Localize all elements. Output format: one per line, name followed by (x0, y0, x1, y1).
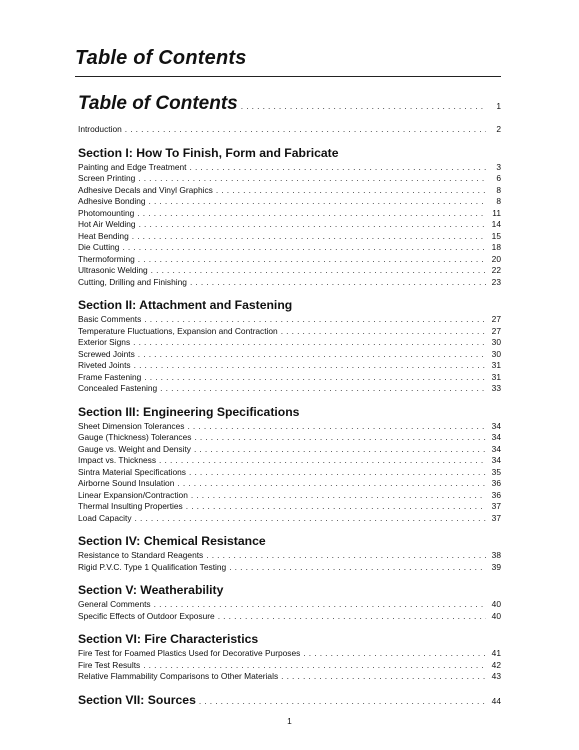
toc-entry-page: 36 (491, 489, 501, 500)
leader-dots (199, 694, 486, 709)
toc-entry[interactable] (78, 372, 501, 384)
section-heading: Section V: Weatherability (78, 583, 224, 597)
toc-entry-label: Basic Comments (78, 314, 142, 324)
toc-entry[interactable] (78, 337, 501, 349)
toc-entry-label: Exterior Signs (78, 337, 131, 347)
leader-dots (194, 432, 486, 444)
toc-entry-label: Die Cutting (78, 242, 120, 252)
toc-entry[interactable] (78, 173, 501, 185)
toc-entry-page: 3 (496, 161, 501, 172)
toc-entry-page: 30 (491, 337, 501, 347)
leader-dots (138, 349, 486, 361)
toc-entry-label: Sheet Dimension Tolerances (78, 420, 185, 431)
leader-dots (125, 124, 486, 136)
toc-entry[interactable] (78, 501, 501, 513)
page-title: Table of Contents (75, 47, 247, 69)
toc-entry[interactable] (78, 254, 501, 266)
leader-dots (281, 671, 486, 683)
toc-entry-label: Frame Fastening (78, 371, 142, 382)
toc-entry-label: Linear Expansion/Contraction (78, 489, 188, 500)
toc-entry-label: Screen Printing (78, 173, 136, 183)
toc-entry-label: Painting and Edge Treatment (78, 161, 187, 172)
toc-entry[interactable] (78, 185, 501, 197)
toc-entry-label: Fire Test Results (78, 659, 141, 670)
toc-entry-page: 23 (491, 276, 501, 287)
leader-dots (303, 648, 486, 660)
section-heading: Section III: Engineering Specifications (78, 404, 300, 419)
toc-entry[interactable] (78, 611, 501, 623)
toc-entry-introduction[interactable] (78, 124, 501, 136)
leader-dots (139, 219, 486, 231)
toc-entry[interactable] (78, 196, 501, 208)
toc-heading-page: 1 (496, 101, 501, 111)
toc-entry-page: 37 (491, 501, 501, 511)
leader-dots (133, 337, 486, 349)
leader-dots (218, 611, 486, 623)
toc-entry[interactable] (78, 219, 501, 231)
leader-dots (151, 265, 486, 277)
toc-entry-page: 36 (491, 478, 501, 488)
toc-entry-page: 35 (491, 466, 501, 477)
leader-dots (149, 196, 486, 208)
leader-dots (143, 660, 486, 672)
section-sources-label: Section VII: Sources (78, 692, 196, 707)
toc-entry-page: 34 (491, 455, 501, 465)
toc-entry-page: 37 (491, 512, 501, 523)
toc-entry[interactable] (78, 562, 501, 574)
toc-entry[interactable] (78, 660, 501, 672)
leader-dots (122, 242, 486, 254)
toc-entry-label: Adhesive Bonding (78, 196, 146, 206)
leader-dots (216, 185, 486, 197)
toc-entry[interactable] (78, 383, 501, 395)
section-heading: Section I: How To Finish, Form and Fabricate (78, 145, 339, 160)
toc-entry-label: Gauge vs. Weight and Density (78, 443, 191, 454)
toc-entry-page: 31 (491, 360, 501, 370)
introduction-label: Introduction (78, 124, 122, 134)
section-sources-page: 44 (491, 695, 501, 706)
toc-entry[interactable] (78, 265, 501, 277)
leader-dots (154, 599, 486, 611)
toc-entry[interactable] (78, 208, 501, 220)
leader-dots (229, 562, 486, 574)
leader-dots (186, 501, 486, 513)
toc-entry-page: 31 (491, 371, 501, 382)
toc-entry[interactable] (78, 314, 501, 326)
toc-entry-label: Adhesive Decals and Vinyl Graphics (78, 184, 213, 195)
toc-entry-page: 38 (491, 550, 501, 560)
leader-dots (189, 162, 486, 174)
toc-entry[interactable] (78, 349, 501, 361)
toc-entry-page: 6 (496, 173, 501, 183)
leader-dots (189, 467, 486, 479)
leader-dots (187, 421, 486, 433)
toc-entry-label: Sintra Material Specifications (78, 466, 186, 477)
toc-entry[interactable] (78, 277, 501, 289)
leader-dots (206, 550, 486, 562)
toc-entry-label: Rigid P.V.C. Type 1 Qualification Testing (78, 561, 227, 572)
toc-entry-page: 33 (491, 383, 501, 393)
leader-dots (138, 254, 486, 266)
toc-entry-label: Thermoforming (78, 253, 135, 264)
leader-dots (144, 372, 486, 384)
toc-entry-label: Thermal Insulting Properties (78, 501, 183, 511)
toc-entry-page: 14 (491, 219, 501, 229)
toc-entry-label: Photomounting (78, 207, 135, 218)
toc-entry[interactable] (78, 444, 501, 456)
toc-entry-page: 39 (491, 561, 501, 572)
toc-entry-label: Specific Effects of Outdoor Exposure (78, 610, 215, 621)
leader-dots (132, 231, 486, 243)
leader-dots (281, 326, 486, 338)
toc-entry[interactable] (78, 648, 501, 660)
toc-entry-page: 30 (491, 348, 501, 359)
toc-entry[interactable] (78, 490, 501, 502)
toc-entry-page: 15 (491, 230, 501, 241)
toc-entry-section-sources[interactable] (78, 693, 501, 709)
toc-entry-label: Resistance to Standard Reagents (78, 550, 204, 560)
toc-entry-label: Heat Bending (78, 230, 129, 241)
toc-entry[interactable] (78, 599, 501, 611)
toc-entry-label: General Comments (78, 599, 151, 609)
leader-dots (137, 208, 486, 220)
toc-entry[interactable] (78, 326, 501, 338)
leader-dots (177, 478, 486, 490)
toc-entry-label: Hot Air Welding (78, 219, 136, 229)
toc-entry-label: Gauge (Thickness) Tolerances (78, 432, 192, 442)
toc-entry-label: Load Capacity (78, 512, 132, 523)
leader-dots (138, 173, 486, 185)
leader-dots (135, 513, 486, 525)
toc-entry-page: 42 (491, 659, 501, 670)
toc-entry-label: Cutting, Drilling and Finishing (78, 276, 187, 287)
toc-entry-label: Impact vs. Thickness (78, 455, 157, 465)
page-number: 1 (287, 716, 292, 726)
toc-entry[interactable] (78, 242, 501, 254)
toc-entry-label: Screwed Joints (78, 348, 135, 359)
sections-list (78, 146, 501, 683)
toc-entry-page: 18 (491, 242, 501, 252)
toc-entry-page: 34 (491, 443, 501, 454)
title-rule (75, 76, 501, 77)
toc-entry[interactable] (78, 671, 501, 683)
toc-entry-page: 40 (491, 599, 501, 609)
toc-entry-label: Airborne Sound Insulation (78, 478, 175, 488)
leader-dots (159, 455, 486, 467)
toc-entry[interactable] (78, 360, 501, 372)
leader-dots (134, 360, 486, 372)
toc-entry-page: 40 (491, 610, 501, 621)
section-heading: Section IV: Chemical Resistance (78, 534, 266, 548)
toc-entry-page: 8 (496, 184, 501, 195)
toc-entry[interactable] (78, 478, 501, 490)
toc-entry-page: 27 (491, 325, 501, 336)
toc-entry-page: 27 (491, 314, 501, 324)
toc-entry[interactable] (78, 513, 501, 525)
toc-entry-page: 34 (491, 420, 501, 431)
leader-dots (160, 383, 486, 395)
leader-dots (190, 277, 486, 289)
leader-dots (191, 490, 486, 502)
toc-entry-page: 43 (491, 671, 501, 681)
toc-entry-label: Ultrasonic Welding (78, 265, 148, 275)
introduction-page: 2 (496, 124, 501, 134)
leader-dots (144, 314, 486, 326)
table-of-contents (78, 92, 501, 709)
toc-entry[interactable] (78, 550, 501, 562)
toc-entry-label: Relative Flammability Comparisons to Other Materials (78, 671, 279, 681)
leader-dots (194, 444, 486, 456)
toc-entry-page: 22 (491, 265, 501, 275)
toc-entry-page: 8 (496, 196, 501, 206)
toc-entry-page: 41 (491, 648, 501, 658)
toc-entry-label: Temperature Fluctuations, Expansion and Contraction (78, 325, 278, 336)
toc-entry-page: 34 (491, 432, 501, 442)
toc-entry[interactable] (78, 162, 501, 174)
toc-heading-label: Table of Contents (78, 93, 238, 114)
toc-entry-label: Fire Test for Foamed Plastics Used for Decorative Purposes (78, 648, 301, 658)
section-heading: Section II: Attachment and Fastening (78, 298, 293, 312)
toc-entry-page: 11 (492, 207, 501, 218)
toc-entry-toc-heading[interactable] (78, 92, 501, 118)
toc-entry-label: Concealed Fastening (78, 383, 158, 393)
toc-entry[interactable] (78, 455, 501, 467)
toc-entry[interactable] (78, 421, 501, 433)
section-heading: Section VI: Fire Characteristics (78, 632, 259, 646)
toc-entry[interactable] (78, 467, 501, 479)
toc-entry[interactable] (78, 432, 501, 444)
toc-entry-page: 20 (491, 253, 501, 264)
leader-dots (241, 94, 486, 118)
toc-entry[interactable] (78, 231, 501, 243)
toc-entry-label: Riveted Joints (78, 360, 131, 370)
